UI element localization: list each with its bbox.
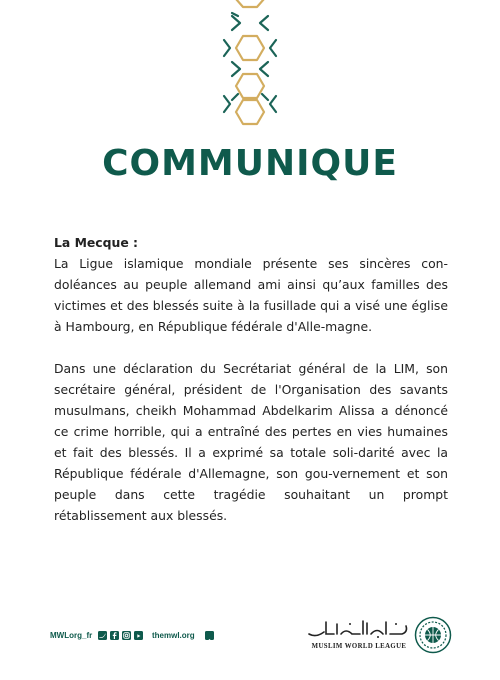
paragraph-2: Dans une déclaration du Secrétariat général de la LIM, son secrétaire général, président de l'Organisation des savants musulmans, cheikh Mohammad Abdelkarim Alissa a dénoncé ce crime horrible, qui a entraîné des pertes en vies humaines et fait des blessés. Il a exprimé sa totale soli-darité avec la République fédérale d'Allemagne, son gou-vernement et son peuple dans cette tragédie souhaitant un prompt rétablissement aux blessés. — [54, 361, 448, 523]
logo-text: MUSLIM WORLD LEAGUE — [311, 643, 407, 650]
facebook-icon[interactable] — [110, 631, 119, 640]
social-icons — [98, 631, 143, 640]
arabic-logo-calligraphy-icon — [306, 618, 412, 640]
mwl-seal-icon — [414, 616, 452, 654]
instagram-icon[interactable] — [122, 631, 131, 640]
dateline: La Mecque : — [54, 235, 139, 250]
home-icon[interactable] — [205, 631, 214, 640]
website-link[interactable]: themwl.org — [152, 631, 195, 640]
youtube-icon[interactable] — [134, 631, 143, 640]
social-handle[interactable]: MWLorg_fr — [50, 631, 93, 640]
twitter-icon[interactable] — [98, 631, 107, 640]
communique-body — [54, 232, 448, 526]
page-title: COMMUNIQUE — [102, 143, 398, 184]
footer — [0, 612, 500, 662]
hexagon-lattice-ornament-icon — [0, 0, 500, 130]
paragraph-1: La Ligue islamique mondiale présente ses sincères con-doléances au peuple allemand ami ainsi qu’aux familles des victimes et des blessés suite à la fusillade qui a visé une église à Hambourg, en République fédérale d'Alle-magne. — [54, 256, 448, 334]
